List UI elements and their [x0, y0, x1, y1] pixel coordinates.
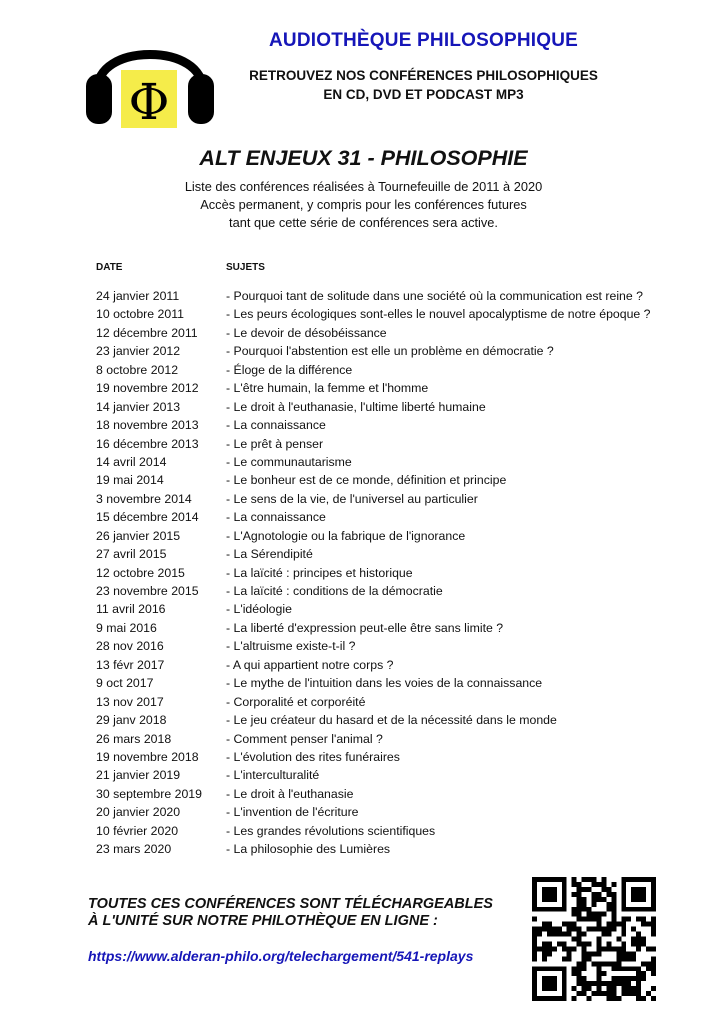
- row-subject: - Le prêt à penser: [226, 436, 324, 451]
- footer-text: [88, 896, 508, 930]
- row-date: 29 janv 2018: [96, 713, 167, 728]
- row-date: 23 novembre 2015: [96, 584, 199, 598]
- table-row: [96, 674, 696, 692]
- conference-table: [96, 287, 696, 859]
- row-date: 14 janvier 2013: [96, 399, 181, 414]
- table-row: [96, 693, 696, 711]
- row-date: 10 février 2020: [96, 823, 179, 838]
- row-date: 3 novembre 2014: [96, 491, 192, 506]
- intro-text: [0, 178, 727, 232]
- row-date: 24 janvier 2011: [96, 289, 180, 303]
- table-row: [96, 711, 696, 729]
- row-subject: - Pourquoi tant de solitude dans une société où la communication est reine ?: [226, 289, 643, 303]
- table-row: [96, 527, 696, 545]
- row-subject: - La Sérendipité: [226, 547, 313, 562]
- table-row: [96, 379, 696, 397]
- row-subject: - A qui appartient notre corps ?: [226, 657, 394, 672]
- row-subject: - L'Agnotologie ou la fabrique de l'ignorance: [226, 528, 466, 543]
- row-date: 30 septembre 2019: [96, 786, 202, 801]
- row-subject: - Le droit à l'euthanasie, l'ultime liberté humaine: [226, 399, 486, 414]
- row-date: 28 nov 2016: [96, 639, 164, 654]
- row-date: 20 janvier 2020: [96, 805, 181, 820]
- row-date: 11 avril 2016: [96, 602, 166, 617]
- row-date: 12 octobre 2015: [96, 565, 185, 580]
- row-subject: - Le devoir de désobéissance: [226, 325, 387, 340]
- row-subject: - La liberté d'expression peut-elle être sans limite ?: [226, 620, 504, 635]
- table-row: [96, 453, 696, 471]
- svg-text:Φ: Φ: [128, 73, 170, 131]
- row-subject: - Comment penser l'animal ?: [226, 731, 383, 746]
- footer-line1: TOUTES CES CONFÉRENCES SONT TÉLÉCHARGEABLES: [88, 896, 493, 912]
- row-date: 27 avril 2015: [96, 547, 167, 562]
- headphones-phi-icon: [80, 14, 220, 132]
- row-subject: - La philosophie des Lumières: [226, 842, 391, 857]
- table-row: [96, 305, 696, 323]
- table-row: [96, 361, 696, 379]
- table-row: [96, 416, 696, 434]
- row-subject: - Corporalité et corporéité: [226, 694, 366, 709]
- row-subject: - La connaissance: [226, 510, 326, 525]
- row-subject: - Le sens de la vie, de l'universel au particulier: [226, 491, 478, 506]
- row-subject: - Le communautarisme: [226, 454, 352, 469]
- table-row: [96, 619, 696, 637]
- row-date: 26 janvier 2015: [96, 528, 181, 543]
- table-row: [96, 785, 696, 803]
- column-header-date: DATE: [96, 262, 123, 273]
- intro-line3: tant que cette série de conférences sera active.: [229, 215, 498, 230]
- row-date: 26 mars 2018: [96, 731, 172, 746]
- column-header-subject: SUJETS: [226, 262, 265, 273]
- qr-code-icon[interactable]: [532, 877, 656, 1001]
- row-subject: - L'idéologie: [226, 602, 292, 617]
- table-row: [96, 324, 696, 342]
- row-subject: - Éloge de la différence: [226, 362, 353, 377]
- row-date: 18 novembre 2013: [96, 418, 199, 433]
- row-date: 12 décembre 2011: [96, 325, 198, 340]
- row-date: 14 avril 2014: [96, 454, 167, 469]
- table-row: [96, 490, 696, 508]
- table-row: [96, 748, 696, 766]
- table-row: [96, 342, 696, 360]
- row-subject: - Pourquoi l'abstention est elle un problème en démocratie ?: [226, 344, 554, 359]
- row-subject: - Le mythe de l'intuition dans les voies de la connaissance: [226, 676, 543, 691]
- footer-line2: À L'UNITÉ SUR NOTRE PHILOTHÈQUE EN LIGNE :: [88, 913, 438, 929]
- header-subtitle-line1: RETROUVEZ NOS CONFÉRENCES PHILOSOPHIQUES: [249, 68, 598, 83]
- intro-line1: Liste des conférences réalisées à Tournefeuille de 2011 à 2020: [184, 179, 543, 194]
- row-subject: - L'invention de l'écriture: [226, 805, 359, 820]
- table-row: [96, 471, 696, 489]
- row-date: 16 décembre 2013: [96, 436, 199, 451]
- row-subject: - Le jeu créateur du hasard et de la nécessité dans le monde: [226, 713, 557, 728]
- table-row: [96, 730, 696, 748]
- row-subject: - La laïcité : principes et historique: [226, 565, 413, 580]
- intro-line2: Accès permanent, y compris pour les conférences futures: [200, 197, 527, 212]
- row-date: 9 mai 2016: [96, 620, 157, 635]
- row-subject: - Les grandes révolutions scientifiques: [226, 823, 436, 838]
- row-subject: - La laïcité : conditions de la démocratie: [226, 584, 443, 598]
- row-date: 19 novembre 2018: [96, 749, 199, 764]
- row-subject: - L'évolution des rites funéraires: [226, 749, 400, 764]
- table-row: [96, 637, 696, 655]
- table-row: [96, 600, 696, 618]
- table-row: [96, 564, 696, 582]
- header-subtitle-line2: EN CD, DVD ET PODCAST MP3: [323, 87, 524, 102]
- row-subject: - L'interculturalité: [226, 768, 320, 783]
- row-date: 19 mai 2014: [96, 473, 164, 488]
- table-row: [96, 656, 696, 674]
- table-row: [96, 287, 696, 305]
- row-subject: - La connaissance: [226, 418, 326, 433]
- table-row: [96, 840, 696, 858]
- row-date: 15 décembre 2014: [96, 510, 199, 525]
- row-subject: - Les peurs écologiques sont-elles le nouvel apocalyptisme de notre époque ?: [226, 307, 651, 322]
- row-date: 19 novembre 2012: [96, 381, 199, 396]
- row-date: 9 oct 2017: [96, 676, 154, 691]
- page-title: ALT ENJEUX 31 - PHILOSOPHIE: [199, 146, 528, 170]
- row-subject: - Le droit à l'euthanasie: [226, 786, 354, 801]
- row-date: 21 janvier 2019: [96, 768, 181, 783]
- table-row: [96, 582, 696, 600]
- row-subject: - L'être humain, la femme et l'homme: [226, 381, 429, 396]
- table-row: [96, 435, 696, 453]
- row-subject: - L'altruisme existe-t-il ?: [226, 639, 356, 654]
- table-row: [96, 508, 696, 526]
- header-subtitle: [226, 66, 621, 104]
- row-date: 23 mars 2020: [96, 842, 172, 857]
- row-date: 13 févr 2017: [96, 657, 165, 672]
- download-link[interactable]: https://www.alderan-philo.org/telechargement/541-replays: [88, 948, 474, 964]
- row-subject: - Le bonheur est de ce monde, définition et principe: [226, 473, 507, 488]
- row-date: 23 janvier 2012: [96, 344, 181, 359]
- row-date: 10 octobre 2011: [96, 307, 184, 322]
- row-date: 8 octobre 2012: [96, 362, 179, 377]
- table-row: [96, 766, 696, 784]
- table-row: [96, 545, 696, 563]
- table-row: [96, 398, 696, 416]
- row-date: 13 nov 2017: [96, 694, 164, 709]
- table-row: [96, 822, 696, 840]
- header-title: AUDIOTHÈQUE PHILOSOPHIQUE: [268, 30, 579, 51]
- table-row: [96, 803, 696, 821]
